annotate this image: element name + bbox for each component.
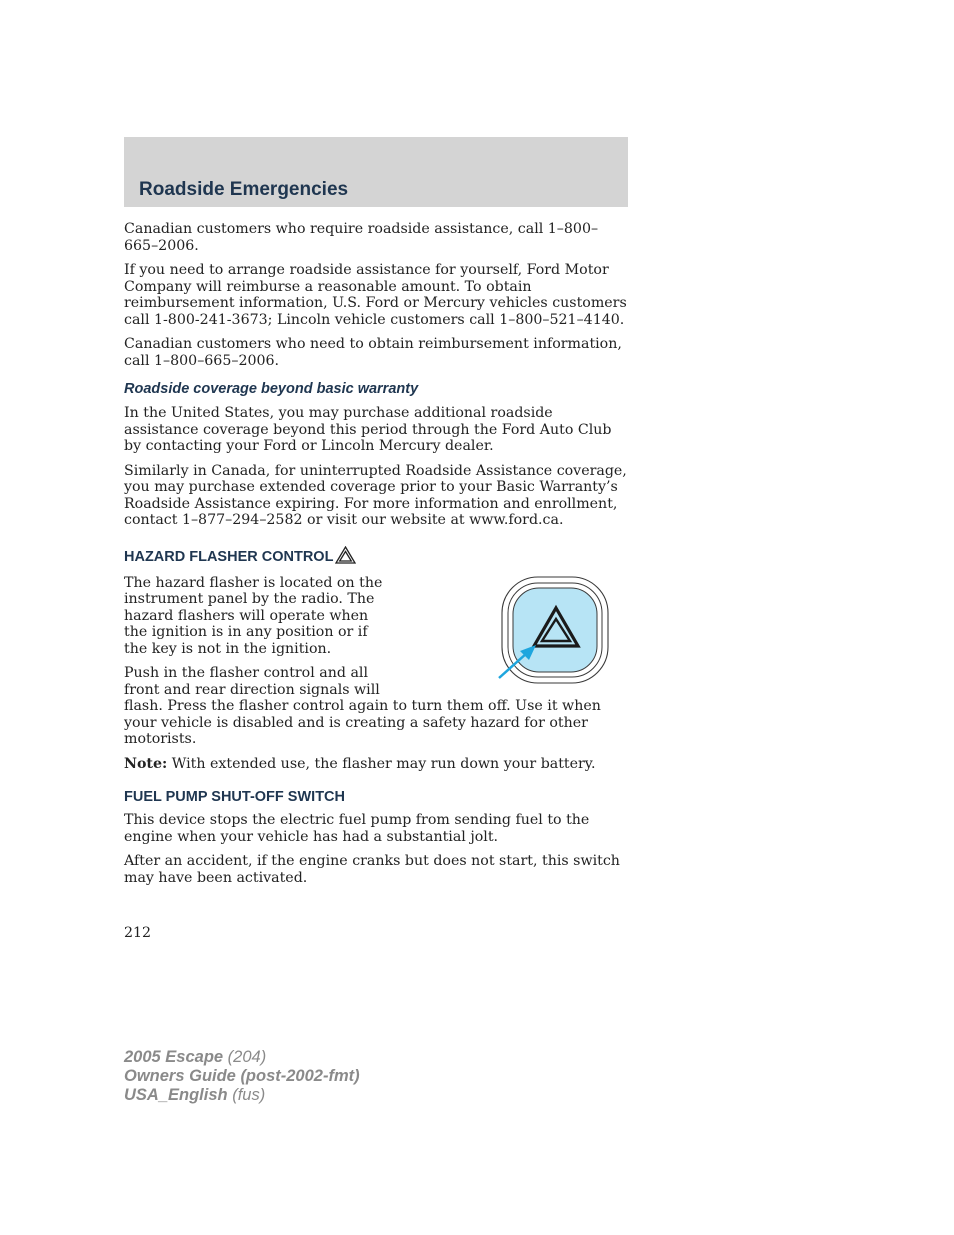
paragraph-hazard-location: The hazard flasher is located on the instrument panel by the radio. The hazard flashers will operate when the ignition is in any position or if the key is not in the ignition. — [124, 574, 383, 657]
footer-model: 2005 Escape — [124, 1048, 224, 1066]
hazard-flasher-button-icon — [390, 576, 630, 694]
footer-language: USA_English — [124, 1086, 228, 1104]
section-header-band — [124, 137, 628, 207]
paragraph-hazard-operation: Push in the flasher control and all front and rear direction signals will flash. Press the flasher control again to turn them off. Use it when your vehicle is disabled and is creating a safety hazard for other motorists. — [124, 665, 601, 747]
document-footer — [124, 1048, 360, 1105]
page-content — [124, 221, 630, 894]
paragraph-us-coverage: In the United States, you may purchase additional roadside assistance coverage beyond this period through the Ford Auto Club by contacting your Ford or Lincoln Mercury dealer. — [124, 405, 612, 454]
footer-line-2: Owners Guide (post-2002-fmt) — [124, 1067, 360, 1085]
warning-triangle-icon — [335, 546, 356, 569]
section-title: Roadside Emergencies — [139, 179, 349, 200]
hazard-note — [124, 756, 630, 773]
footer-language-code: (fus) — [227, 1086, 266, 1104]
footer-line-1 — [124, 1048, 360, 1067]
fuel-pump-heading: FUEL PUMP SHUT-OFF SWITCH — [124, 789, 345, 805]
footer-line-3 — [124, 1086, 360, 1105]
paragraph-canada-coverage: Similarly in Canada, for uninterrupted Roadside Assistance coverage, you may purchase extended coverage prior to your Basic Warranty’s Roadside Assistance expiring. For more information and enrollment, contact 1–877–294–2582 or visit our website at www.ford.ca. — [124, 462, 627, 528]
hazard-heading-text: HAZARD FLASHER CONTROL — [124, 548, 334, 565]
note-label: Note: — [124, 755, 168, 772]
paragraph-fuel-pump-accident: After an accident, if the engine cranks but does not start, this switch may have been activated. — [124, 853, 620, 886]
coverage-heading: Roadside coverage beyond basic warranty — [124, 381, 419, 397]
hazard-heading — [124, 546, 630, 569]
paragraph-reimbursement: If you need to arrange roadside assistance for yourself, Ford Motor Company will reimburse a reasonable amount. To obtain reimbursement information, U.S. Ford or Mercury vehicles customers call 1-800-241-3673; Lincoln vehicle customers call 1–800–521–4140. — [124, 262, 627, 328]
page-number: 212 — [124, 925, 152, 941]
footer-model-code: (204) — [223, 1048, 267, 1066]
paragraph-fuel-pump-device: This device stops the electric fuel pump from sending fuel to the engine when your vehicle has had a substantial jolt. — [124, 812, 590, 845]
paragraph-canadian-assistance: Canadian customers who require roadside assistance, call 1–800–665–2006. — [124, 221, 599, 254]
note-text: With extended use, the flasher may run down your battery. — [167, 755, 596, 772]
paragraph-canadian-reimbursement: Canadian customers who need to obtain reimbursement information, call 1–800–665–2006. — [124, 336, 622, 369]
hazard-flasher-button-illustration — [390, 576, 630, 694]
